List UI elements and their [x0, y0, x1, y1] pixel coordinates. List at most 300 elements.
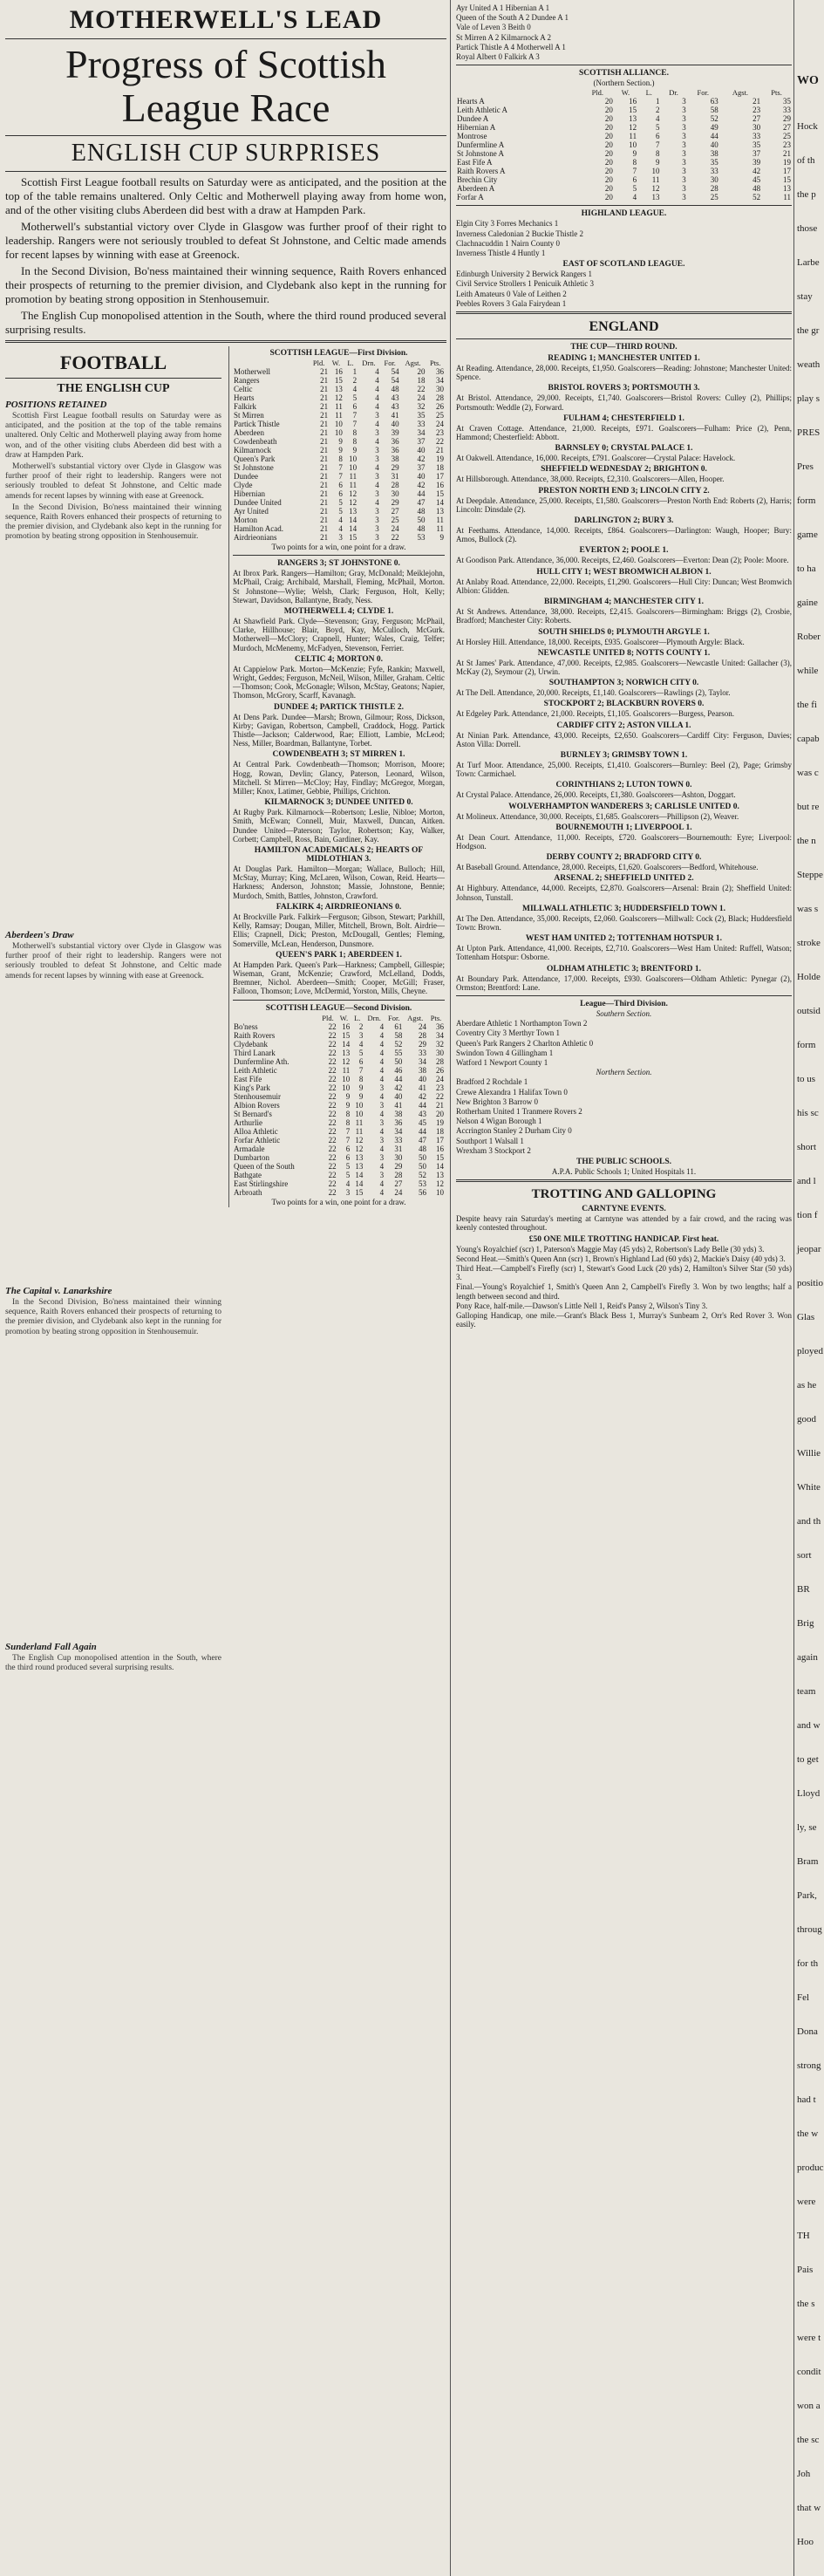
table-cell: 34 [436, 376, 444, 385]
table-cell: 12 [355, 1135, 364, 1145]
result-line: Galloping Handicap, one mile.—Grant's Black Bess 1, Murray's Sunbeam 2, Orr's Red Rover 3. Won easily. [456, 1311, 792, 1329]
table-cell: 21 [320, 393, 329, 402]
table-cell: East Fife [234, 1074, 262, 1083]
cutoff-line: ployed [797, 1346, 823, 1356]
match-report: At Brockville Park. Falkirk—Ferguson; Gibson, Stewart; Parkhill, Kelly, Ramsay; Dougan, Miller, Mitchell, Brown, Bolt. Airdrie—Ellis; Crapnell, Dick; Preston, McDougall, Gentles; Fleming, Somerville, McLean, Henderson, Dunsmore. [233, 912, 445, 948]
table-cell: 30 [710, 175, 718, 185]
table-cell: 41 [391, 411, 399, 420]
result-line: Accrington Stanley 2 Durham City 0 [456, 1126, 572, 1136]
cutoff-line: Joh [797, 2469, 811, 2479]
cutoff-line: the gr [797, 325, 820, 336]
table-cell: 35 [783, 97, 791, 106]
table-cell: 21 [320, 437, 329, 446]
table-cell: 45 [419, 1117, 427, 1127]
table-cell: 3 [682, 106, 686, 115]
table-cell: 22 [328, 1048, 337, 1057]
table-cell: 26 [436, 1065, 444, 1075]
table-row [233, 1083, 445, 1092]
table-cell: 6 [345, 1144, 351, 1153]
table-cell: 3 [375, 446, 379, 454]
column-header: L. [645, 88, 652, 98]
subhead-aberdeen-draw: Aberdeen's Draw [5, 930, 74, 940]
table-cell: 14 [349, 516, 358, 524]
alliance-body [456, 97, 792, 202]
result-line: Pony Race, half-mile.—Dawson's Little Nell 1, Reid's Pansy 2, Wilson's Tiny 3. [456, 1301, 708, 1310]
table-cell: 42 [419, 1091, 427, 1101]
match-headline: WEST HAM UNITED 2; TOTTENHAM HOTSPUR 1. [525, 934, 723, 944]
body-text: The English Cup monopolised attention in the South, where the third round produced several surprising results. [5, 1654, 221, 1673]
table-cell: 12 [342, 1056, 351, 1066]
table-cell: 28 [436, 1056, 444, 1066]
subhead-capital-lanarkshire: The Capital v. Lanarkshire [5, 1286, 112, 1296]
table-cell: Dunfermline A [457, 140, 505, 150]
table-cell: Dundee United [234, 498, 282, 507]
table-cell: 36 [436, 1022, 444, 1031]
cutoff-line: but re [797, 802, 820, 812]
table-cell: 7 [338, 472, 343, 481]
league1-table [233, 359, 445, 542]
table-cell: 24 [417, 393, 426, 402]
table-cell: Ayr United [234, 507, 269, 516]
table-cell: 9 [345, 1091, 351, 1101]
table-cell: 20 [604, 114, 613, 124]
table-cell: 19 [783, 158, 791, 167]
table-cell: 28 [419, 1030, 427, 1040]
cutoff-line: PRES [797, 427, 821, 438]
section-title-football: FOOTBALL [59, 352, 167, 373]
result-line: Rotherham United 1 Tranmere Rovers 2 [456, 1107, 582, 1116]
league1-body [233, 367, 445, 542]
cutoff-line: outsid [797, 1006, 821, 1016]
table-cell: Dumbarton [234, 1152, 269, 1162]
table-cell: 31 [394, 1144, 403, 1153]
table-cell: 33 [417, 420, 426, 428]
table-cell: 38 [419, 1065, 427, 1075]
table-cell: 15 [334, 376, 343, 385]
match-report: At Baseball Ground. Attendance, 28,000. Receipts, £1,620. Goalscorers—Bedford, Whitehouse. [456, 863, 759, 872]
table-cell: Bo'ness [234, 1022, 258, 1031]
table-row [233, 428, 445, 437]
table-cell: 28 [436, 393, 444, 402]
table-cell: 25 [391, 516, 399, 524]
table-cell: 22 [436, 437, 444, 446]
table-cell: 5 [352, 393, 358, 402]
table-cell: 14 [349, 524, 358, 533]
match-report: At St James' Park. Attendance, 47,000. Receipts, £2,985. Goalscorers—Newcastle United: Gallacher (3), McKay (2), Seymour (2), Urwin. [456, 658, 792, 676]
headline: Progress of Scottish League Race [65, 42, 386, 130]
section-subtitle-english-cup: THE ENGLISH CUP [57, 382, 170, 395]
match-report: At Dens Park. Dundee—Marsh; Brown, Gilmour; Ross, Dickson, Kirby; Gavigan, Robertson, Campbell, Craddock, Hogg. Partick Thistle—Jackson; Calderwood, Rae; Elliott, Lambie, McLeod; Ness, Miller, Boardman, Ballantyne, Torbet. [233, 712, 445, 748]
table-cell: 11 [436, 516, 444, 524]
result-line: Peebles Rovers 3 Gala Fairydean 1 [456, 298, 567, 308]
cutoff-line: stroke [797, 938, 821, 948]
alliance-table [456, 88, 792, 202]
match-report: At St Andrews. Attendance, 38,000. Receipts, £2,415. Goalscorers—Birmingham: Briggs (2), Crosbie, Bradford; Manchester City: Roberts. [456, 607, 792, 625]
table-cell: 22 [328, 1126, 337, 1136]
table-cell: 6 [358, 1056, 364, 1066]
table-row [456, 140, 792, 149]
table-cell: St Mirren [234, 411, 264, 420]
column-header: Dr. [669, 88, 678, 98]
table-cell: 21 [436, 1100, 444, 1110]
football-article [5, 346, 221, 2003]
table-cell: 30 [394, 1152, 403, 1162]
table-row [233, 1171, 445, 1179]
table-cell: 3 [379, 1100, 385, 1110]
table-cell: 21 [320, 446, 329, 454]
result-line: Final.—Young's Royalchief 1, Smith's Queen Ann 2, Campbell's Firefly 3. Won by two lengths; half a length between second and third. [456, 1282, 792, 1301]
table-row [233, 1162, 445, 1171]
table-cell: 44 [710, 132, 718, 141]
match-headline: SOUTH SHIELDS 0; PLYMOUTH ARGYLE 1. [538, 627, 710, 637]
table-cell: 37 [752, 149, 761, 159]
table-cell: Cowdenbeath [234, 437, 277, 446]
table-cell: 9 [345, 1100, 351, 1110]
league2-table [233, 1014, 445, 1197]
column-header [456, 88, 582, 97]
column-header: W. [339, 1013, 349, 1022]
table-cell: 11 [436, 524, 444, 533]
table-cell: Aberdeen [234, 428, 264, 437]
table-cell: 36 [394, 1117, 403, 1127]
table-cell: 45 [752, 175, 761, 185]
table-cell: 11 [335, 402, 343, 411]
cutoff-line: to us [797, 1074, 816, 1084]
match-report: At Dean Court. Attendance, 11,000. Receipts, £720. Goalscorers—Bournemouth: Eyre; Liverpool: Hodgson. [456, 832, 792, 851]
match-headline: EVERTON 2; POOLE 1. [579, 546, 669, 556]
england-title: ENGLAND [589, 319, 659, 335]
result-line: Young's Royalchief (scr) 1, Paterson's Maggie May (45 yds) 2, Robertson's Lady Belle (30 yds) 3. [456, 1244, 765, 1254]
league1-title: SCOTTISH LEAGUE—First Division. [269, 349, 408, 358]
match-report: At Rugby Park. Kilmarnock—Robertson; Leslie, Nibloe; Morton, Smith, McEwan; Connell, Muir, Maxwell, Duncan, Aitken. Dundee United—Paterson; Taylor, Robertson; Kay, Walker, Corbett; Campbell, Ross, Bain, Gardiner, Kay. [233, 808, 445, 844]
table-cell: 16 [436, 1144, 444, 1153]
lead-summary [5, 175, 446, 337]
table-cell: 17 [436, 1135, 444, 1145]
result-line: Bradford 2 Rochdale 1 [456, 1077, 528, 1087]
match-reports [233, 559, 445, 995]
table-row [233, 454, 445, 463]
table-cell: 34 [417, 428, 426, 437]
table-cell: 3 [682, 140, 686, 150]
main-column [5, 0, 446, 2576]
match-headline: HULL CITY 1; WEST BROMWICH ALBION 1. [536, 567, 712, 577]
table-cell: 13 [629, 114, 637, 124]
table-row [233, 376, 445, 385]
table-cell: Montrose [457, 132, 487, 141]
table-cell: 4 [379, 1048, 385, 1057]
match-report: At Edgeley Park. Attendance, 21,000. Receipts, £1,105. Goalscorers—Burgess, Pearson. [456, 709, 735, 719]
subhead-sunderland: Sunderland Fall Again [5, 1642, 97, 1652]
table-cell: 40 [417, 446, 426, 454]
table-cell: Raith Rovers [234, 1030, 276, 1040]
table-cell: 22 [328, 1030, 337, 1040]
match-report: At Central Park. Cowdenbeath—Thomson; Morrison, Moore; Hogg, Rowan, Devlin; Glancy, Paterson, Leonard, Wilson, Mitchell. St Mirren—McCloy; Hay, Findlay; McGregor, Morgan, Miller; Knox, Latimer, Gebbie, Phillips, Crichton. [233, 760, 445, 796]
table-cell: 7 [352, 420, 358, 428]
table-cell: 42 [417, 454, 426, 463]
table-cell: 4 [375, 402, 379, 411]
table-header-row [233, 1014, 445, 1022]
table-header-row [233, 359, 445, 367]
cutoff-line: to get [797, 1754, 819, 1765]
table-cell: 4 [375, 367, 379, 376]
table-cell: 27 [752, 114, 761, 124]
table-cell: 5 [345, 1161, 351, 1171]
racing-subtitle: CARNTYNE EVENTS. [582, 1205, 666, 1214]
cutoff-line: Bram [797, 1856, 819, 1867]
column-header: L. [347, 359, 354, 367]
table-cell: Raith Rovers A [457, 167, 506, 176]
table-cell: 12 [629, 123, 637, 133]
column-header: For. [384, 359, 396, 367]
cutoff-line: Fel [797, 1992, 810, 2003]
table-cell: 11 [335, 411, 343, 420]
table-cell: 22 [328, 1179, 337, 1188]
cutoff-column [793, 0, 824, 2576]
table-row [233, 1153, 445, 1162]
table-cell: 12 [334, 393, 343, 402]
table-cell: 37 [417, 463, 426, 472]
table-cell: 4 [379, 1022, 385, 1031]
table-cell: 39 [752, 158, 761, 167]
table-cell: Queen of the South [234, 1161, 295, 1171]
table-cell: 30 [752, 123, 761, 133]
match-headline: CARDIFF CITY 2; ASTON VILLA 1. [556, 721, 691, 730]
table-row [233, 1022, 445, 1031]
table-cell: 44 [394, 1074, 403, 1083]
table-cell: 29 [783, 114, 791, 124]
table-cell: 32 [417, 402, 426, 411]
table-row [233, 516, 445, 524]
table-cell: 1 [655, 97, 660, 106]
divider [456, 1179, 792, 1182]
table-cell: 21 [320, 376, 329, 385]
lead-paragraph: The English Cup monopolised attention in the South, where the third round produced several surprising results. [5, 309, 446, 336]
table-cell: 4 [375, 420, 379, 428]
div3-north-results [456, 1077, 792, 1155]
table-cell: 2 [655, 106, 660, 115]
table-cell: 4 [379, 1187, 385, 1197]
table-cell: 10 [651, 167, 660, 176]
table-cell: Forfar Athletic [234, 1135, 281, 1145]
table-cell: 20 [604, 149, 613, 159]
table-row [233, 489, 445, 498]
cutoff-line: the n [797, 836, 816, 846]
divider [5, 340, 446, 343]
table-cell: 20 [604, 132, 613, 141]
result-line: Elgin City 3 Forres Mechanics 1 [456, 219, 559, 229]
table-cell: 48 [752, 184, 761, 194]
cutoff-line: was s [797, 904, 819, 914]
match-report: At Reading. Attendance, 28,000. Receipts, £1,950. Goalscorers—Reading: Johnstone; Manchester United: Spence. [456, 364, 792, 382]
table-cell: 3 [375, 524, 379, 533]
table-cell: 5 [338, 507, 343, 516]
table-cell: 18 [417, 376, 426, 385]
table-cell: 3 [375, 428, 379, 437]
table-cell: 24 [391, 524, 399, 533]
cutoff-line: again [797, 1652, 818, 1663]
result-line: Queen of the South A 2 Dundee A 1 [456, 13, 569, 23]
table-cell: Morton [234, 516, 257, 524]
table-cell: 29 [394, 1161, 403, 1171]
table-cell: 5 [338, 498, 343, 507]
table-cell: 40 [394, 1091, 403, 1101]
table-row [233, 420, 445, 428]
match-headline: ARSENAL 2; SHEFFIELD UNITED 2. [554, 874, 694, 884]
table-cell: 12 [651, 184, 660, 194]
result-line: Inverness Thistle 4 Huntly 1 [456, 249, 546, 258]
body-text: In the Second Division, Bo'ness maintained their winning sequence, Raith Rovers enhanced their prospects of returning to the premier division, and Clydebank also kept in the running for promotion by beating strong opposition in Stenhousemuir. [5, 1298, 221, 1336]
body-text: In the Second Division, Bo'ness maintained their winning sequence, Raith Rovers enhanced their prospects of returning to the premier division, and Clydebank also kept in the running for promotion by beating strong opposition in Stenhousemuir. [5, 502, 221, 542]
alliance-subtitle: (Northern Section.) [593, 79, 655, 88]
column-header [233, 1014, 318, 1022]
table-row [233, 1110, 445, 1118]
alliance-scores [456, 3, 792, 61]
table-cell: 21 [320, 516, 329, 524]
table-cell: 3 [375, 489, 379, 498]
highland-title: HIGHLAND LEAGUE. [581, 209, 667, 219]
table-cell: 11 [349, 472, 358, 481]
table-cell: 22 [328, 1039, 337, 1049]
table-cell: 8 [352, 428, 358, 437]
table-cell: 21 [320, 420, 329, 428]
table-cell: 22 [328, 1022, 337, 1031]
table-cell: 17 [783, 167, 791, 176]
table-cell: 22 [328, 1152, 337, 1162]
match-headline: FULHAM 4; CHESTERFIELD 1. [563, 413, 684, 423]
table-cell: 9 [655, 158, 660, 167]
cutoff-line: positio [797, 1278, 823, 1288]
table-cell: 15 [342, 1030, 351, 1040]
table-cell: 11 [349, 481, 358, 489]
column-header: Agst. [405, 359, 421, 367]
body-text: Scottish First League football results on Saturday were as anticipated, and the position at the top of the table remains unaltered. Only Celtic and Motherwell playing away from home won, and of the other visiting clubs Aberdeen did best with a draw at Hampden Park. [5, 412, 221, 460]
table-cell: Bathgate [234, 1170, 262, 1179]
table-cell: 22 [328, 1074, 337, 1083]
table-cell: 22 [436, 1091, 444, 1101]
table-row [456, 193, 792, 202]
cutoff-line: produc [797, 2163, 824, 2173]
table-cell: 4 [375, 498, 379, 507]
table-cell: 42 [417, 481, 426, 489]
table-cell: 29 [419, 1039, 427, 1049]
article-body [5, 1654, 221, 2003]
match-headline: SHEFFIELD WEDNESDAY 2; BRIGHTON 0. [541, 465, 707, 475]
table-cell: 4 [379, 1126, 385, 1136]
table-cell: 10 [629, 140, 637, 150]
article-body [5, 942, 221, 1282]
result-line: Ayr United A 1 Hibernian A 1 [456, 3, 550, 12]
table-cell: 4 [358, 1039, 364, 1049]
table-cell: 3 [682, 193, 686, 202]
table-cell: Armadale [234, 1144, 265, 1153]
table-cell: 22 [391, 533, 399, 542]
table-row [456, 175, 792, 184]
match-report: At Douglas Park. Hamilton—Morgan; Wallace, Bulloch; Hill, McStay, Murray; King, McLaren, Wilson, Cowan, Reid. Hearts—Harkness; Anderson, Johnston; Massie, Johnstone, Bennie; Murdoch, Smith, Battles, Johnston, Crawford. [233, 864, 445, 900]
cutoff-line: Brig [797, 1618, 814, 1629]
table-cell: 19 [436, 454, 444, 463]
table-cell: 22 [328, 1056, 337, 1066]
column-header [233, 359, 309, 367]
table-cell: 61 [394, 1022, 403, 1031]
table-cell: Hibernian [234, 489, 265, 498]
alliance-title: SCOTTISH ALLIANCE. [579, 69, 669, 79]
table-cell: 12 [349, 489, 358, 498]
table-cell: Leith Athletic [234, 1065, 277, 1075]
table-cell: Motherwell [234, 367, 270, 376]
table-cell: 48 [417, 524, 426, 533]
table-cell: 48 [417, 507, 426, 516]
table-cell: 8 [352, 437, 358, 446]
table-cell: 52 [419, 1170, 427, 1179]
table-cell: 8 [358, 1074, 364, 1083]
english-cup-results [456, 354, 792, 992]
lead-paragraph: In the Second Division, Bo'ness maintained their winning sequence, Raith Rovers enhanced their prospects of returning to the premier division, and Clydebank also kept in the running for promotion by beating strong opposition in Stenhousemuir. [5, 264, 446, 305]
table-cell: 1 [352, 367, 358, 376]
table-cell: 4 [375, 481, 379, 489]
table-cell: Brechin City [457, 175, 498, 185]
divider [5, 135, 446, 136]
table-cell: Stenhousemuir [234, 1091, 281, 1101]
table-cell: 23 [436, 1083, 444, 1092]
table-cell: 42 [394, 1083, 403, 1092]
table-cell: 26 [436, 402, 444, 411]
table-cell: 13 [349, 507, 358, 516]
table-row [233, 463, 445, 472]
table-cell: 22 [328, 1117, 337, 1127]
table-cell: 8 [345, 1117, 351, 1127]
result-line: Coventry City 3 Merthyr Town 1 [456, 1028, 560, 1038]
eastscot-title: EAST OF SCOTLAND LEAGUE. [562, 260, 685, 270]
table-cell: 23 [783, 140, 791, 150]
table-cell: 3 [358, 1030, 364, 1040]
match-report: At The Den. Attendance, 35,000. Receipts, £2,060. Goalscorers—Millwall: Cock (2), Black; Huddersfield Town: Brown. [456, 913, 792, 932]
result-line: Leith Amateurs 0 Vale of Leithen 2 [456, 289, 567, 298]
table-cell: 9 [439, 533, 444, 542]
table-cell: 21 [320, 498, 329, 507]
cutoff-line: Larbe [797, 257, 820, 268]
table-cell: 9 [338, 446, 343, 454]
match-report: At Upton Park. Attendance, 41,000. Receipts, £2,710. Goalscorers—West Ham United: Ruffell, Watson; Tottenham Hotspur: Osborne. [456, 944, 792, 962]
table-cell: 4 [379, 1065, 385, 1075]
cutoff-line: and th [797, 1516, 821, 1527]
table-cell: 54 [391, 376, 399, 385]
match-headline: NEWCASTLE UNITED 8; NOTTS COUNTY 1. [537, 648, 711, 658]
table-cell: 21 [320, 533, 329, 542]
table-cell: 4 [379, 1039, 385, 1049]
table-cell: 15 [349, 533, 358, 542]
cutoff-line: capab [797, 734, 820, 744]
table-cell: 9 [358, 1091, 364, 1101]
table-cell: 21 [783, 149, 791, 159]
result-line: New Brighton 3 Barrow 0 [456, 1097, 538, 1106]
league2-title: SCOTTISH LEAGUE—Second Division. [265, 1003, 412, 1013]
table-header-row [456, 88, 792, 97]
match-headline: BRISTOL ROVERS 3; PORTSMOUTH 3. [548, 384, 700, 393]
table-cell: 4 [338, 524, 343, 533]
table-cell: Clyde [234, 481, 253, 489]
table-cell: 33 [394, 1135, 403, 1145]
result-line: Partick Thistle A 4 Motherwell A 1 [456, 42, 566, 51]
cutoff-line: ly, se [797, 1822, 817, 1833]
table-cell: 25 [783, 132, 791, 141]
table-cell: 13 [334, 385, 343, 393]
table-row [233, 1049, 445, 1057]
table-cell: 10 [334, 420, 343, 428]
divider [456, 311, 792, 314]
table-cell: 43 [391, 393, 399, 402]
table-row [233, 524, 445, 533]
lead-paragraph: Motherwell's substantial victory over Clyde in Glasgow was further proof of their right to leadership. Rangers were not seriously troubled to defeat St Johnstone, and Celtic made amends for recent lapses by winning with ease at Greenock. [5, 220, 446, 261]
